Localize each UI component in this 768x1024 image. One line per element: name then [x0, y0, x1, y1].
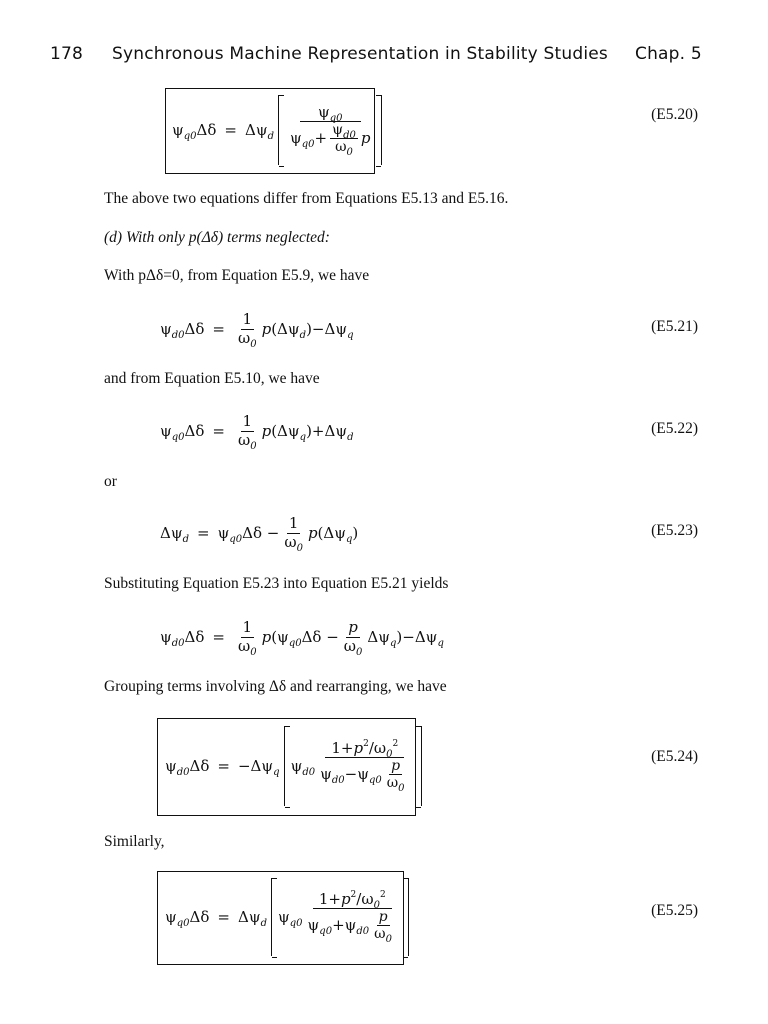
equation-e520: $\psi_{q0}\Delta\delta$ = $\Delta\psi_d$ $\psi_{q0}$ $\psi_{q0}+$ $\frac{\psi_{d0}}{\omega_0}$ p: [172, 92, 382, 168]
equation-number-e524: (E5.24): [651, 748, 698, 765]
paragraph-5: Grouping terms involving Δδ and rearranging, we have: [104, 678, 447, 695]
paragraph-2: With pΔδ=0, from Equation E5.9, we have: [104, 267, 370, 284]
equation-number-e522: (E5.22): [651, 420, 698, 437]
equation-e523: $\Delta\psi_d$ = $\psi_{q0}\Delta\delta$ − $\frac{1}{\omega_0}$ $p(\Delta\psi_q)$: [160, 513, 359, 554]
paragraph-1: The above two equations differ from Equations E5.13 and E5.16.: [104, 190, 509, 207]
paragraph-or: or: [104, 473, 117, 490]
equation-e525: $\psi_{q0}\Delta\delta$ = $\Delta\psi_d$ $\psi_{q0}$ $1+p^2/\omega_0^2$ $\psi_{q0}+\psi_{d0}$ $\frac{p}{\omega_0}$: [165, 876, 409, 958]
equation-e521: $\psi_{d0}\Delta\delta$ = $\frac{1}{\omega_0}$ $p(\Delta\psi_d)-\Delta\psi_q$: [160, 309, 354, 350]
equation-number-e521: (E5.21): [651, 318, 698, 335]
equation-e524: $\psi_{d0}\Delta\delta$ = $-\Delta\psi_q$ $\psi_{d0}$ $1+p^2/\omega_0^2$ $\psi_{d0}-\psi_{q0}$ $\frac{p}{\omega_0}$: [165, 724, 422, 808]
equation-number-e523: (E5.23): [651, 522, 698, 539]
equation-number-e525: (E5.25): [651, 902, 698, 919]
equation-substitution: $\psi_{d0}\Delta\delta$ = $\frac{1}{\omega_0}$ $p(\psi_{q0}\Delta\delta$ − $\frac{p}{\omega_0}$ $\Delta\psi_q)-\Delta\psi_q$: [160, 617, 444, 658]
equation-e522: $\psi_{q0}\Delta\delta$ = $\frac{1}{\omega_0}$ $p(\Delta\psi_q)+\Delta\psi_d$: [160, 411, 354, 452]
chapter-label: Chap. 5: [635, 44, 702, 64]
page-number: 178: [50, 44, 84, 64]
section-heading-d: (d) With only p(Δδ) terms neglected:: [104, 229, 330, 246]
equation-number-e520: (E5.20): [651, 106, 698, 123]
paragraph-3: and from Equation E5.10, we have: [104, 370, 320, 387]
paragraph-6: Similarly,: [104, 833, 165, 850]
running-title: Synchronous Machine Representation in Stability Studies: [112, 44, 608, 64]
paragraph-4: Substituting Equation E5.23 into Equation E5.21 yields: [104, 575, 449, 592]
